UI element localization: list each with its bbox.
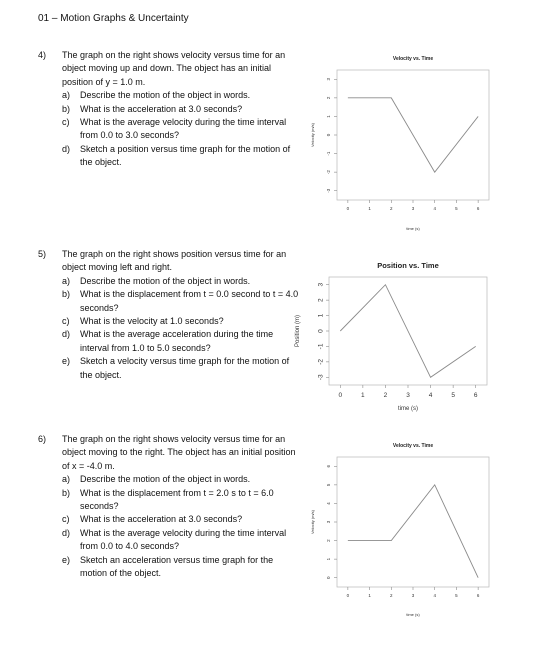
part-label: c) [62,316,70,327]
part-text: What is the acceleration at 3.0 seconds? [80,514,243,525]
problem-part [38,355,300,382]
y-tick-label: -3 [326,188,332,193]
chart-title: Velocity vs. Time [392,443,434,449]
problem-stem: The graph on the right shows velocity versus time for an object moving up and down. The object has an initial position of y = 1.0 m. [62,50,286,87]
part-text: What is the average velocity during the time interval from 0.0 to 3.0 seconds? [80,117,287,141]
y-tick-label: 1 [326,557,332,561]
part-label: c) [62,117,70,128]
x-tick-label: 2 [390,593,393,598]
x-tick-label: 5 [455,593,458,598]
x-tick-label: 1 [361,392,365,399]
position-time-chart-problem-5 [287,255,505,415]
series-line [340,285,475,378]
part-label: b) [62,289,71,300]
part-label: a) [62,474,71,485]
part-text: What is the displacement from t = 2.0 s to t = 6.0 seconds? [80,487,274,512]
x-tick-label: 4 [433,593,436,598]
x-tick-label: 1 [368,206,371,211]
velocity-time-chart-problem-6 [305,435,505,620]
x-tick-label: 3 [411,593,415,598]
part-text: Sketch an acceleration versus time graph for the motion of the object. [80,554,274,579]
problem-part [38,513,300,526]
worksheet-header: 01 – Motion Graphs & Uncertainty [38,13,189,24]
part-text: Describe the motion of the object in words. [80,275,251,286]
x-tick-label: 0 [346,593,350,598]
y-tick-label: 0 [326,576,332,579]
problem-part [38,143,300,170]
y-axis-label: Velocity (m/s) [310,122,315,148]
problem-stem: The graph on the right shows position versus time for an object moving left and right. [62,249,287,273]
y-tick-label: 3 [317,282,325,287]
x-tick-label: 0 [338,392,343,399]
y-tick-label: 1 [317,313,325,318]
problem-part [38,116,300,143]
problem-part [38,315,300,328]
y-tick-label: -2 [317,358,325,365]
y-tick-label: 1 [326,115,332,118]
part-text: Sketch a position versus time graph for the motion of the object. [80,143,291,168]
problem-number: 4) [38,50,47,60]
problem-number: 5) [38,249,47,259]
part-text: What is the velocity at 1.0 seconds? [80,316,224,327]
y-tick-label: 3 [326,78,332,81]
problem-part [38,554,300,581]
y-axis-label: Position (m) [295,314,301,348]
y-tick-label: 4 [326,502,332,505]
part-label: b) [62,103,71,114]
x-tick-label: 0 [346,206,350,211]
x-tick-label: 6 [476,206,480,211]
x-tick-label: 6 [473,392,478,399]
problem-part [38,328,300,355]
x-tick-label: 5 [451,392,455,399]
problem-5 [38,248,300,382]
problem-4 [38,49,300,170]
chart-title: Position vs. Time [377,261,439,270]
series-line [348,485,478,578]
part-text: What is the average acceleration during the time interval from 1.0 to 5.0 seconds? [80,329,274,353]
x-tick-label: 1 [368,593,371,598]
problem-part [38,473,300,486]
problem-part [38,89,300,102]
x-tick-label: 4 [433,206,436,211]
part-label: e) [62,554,71,565]
problem-part [38,103,300,116]
y-tick-label: -2 [326,170,332,175]
plot-frame [337,457,489,587]
part-label: e) [62,356,71,367]
part-label: d) [62,143,71,154]
y-tick-label: 2 [326,539,332,542]
problem-part [38,487,300,514]
part-text: Describe the motion of the object in words. [80,90,251,101]
y-tick-label: 2 [326,96,332,100]
x-axis-label: time (s) [398,406,418,412]
y-tick-label: -1 [317,343,325,350]
part-label: d) [62,527,71,538]
problem-part [38,527,300,554]
part-text: Sketch a velocity versus time graph for the motion of the object. [80,356,290,380]
part-label: d) [62,329,71,340]
problem-stem: The graph on the right shows velocity versus time for an object moving to the right. The object has an initial position of x = -4.0 m. [62,434,296,471]
y-tick-label: -3 [317,374,325,381]
problem-number: 6) [38,434,47,444]
y-tick-label: 0 [317,329,325,333]
problem-part [38,275,300,288]
x-axis-label: time (s) [406,612,420,617]
part-text: What is the displacement from t = 0.0 second to t = 4.0 seconds? [80,289,299,313]
part-label: a) [62,90,71,101]
x-tick-label: 5 [455,206,458,211]
part-label: a) [62,275,71,286]
y-tick-label: 5 [326,483,332,487]
y-axis-label: Velocity (m/s) [310,509,315,535]
x-tick-label: 4 [428,392,433,399]
y-tick-label: 3 [326,520,332,524]
x-tick-label: 3 [406,392,410,399]
problem-part [38,288,300,315]
part-label: b) [62,487,71,498]
x-tick-label: 2 [383,392,388,399]
problem-6 [38,433,300,580]
y-tick-label: 0 [326,133,332,137]
x-tick-label: 6 [476,593,480,598]
x-axis-label: time (s) [406,226,420,231]
x-tick-label: 2 [390,206,393,211]
part-text: Describe the motion of the object in words. [80,474,251,485]
chart-title: Velocity vs. Time [392,56,434,62]
x-tick-label: 3 [411,206,415,211]
part-text: What is the average velocity during the time interval from 0.0 to 4.0 seconds? [80,527,287,552]
y-tick-label: -1 [326,151,332,156]
velocity-time-chart-problem-4 [305,48,505,238]
part-label: c) [62,514,70,525]
y-tick-label: 6 [326,465,332,468]
y-tick-label: 2 [317,298,325,302]
series-line [348,98,478,172]
part-text: What is the acceleration at 3.0 seconds? [80,103,243,114]
